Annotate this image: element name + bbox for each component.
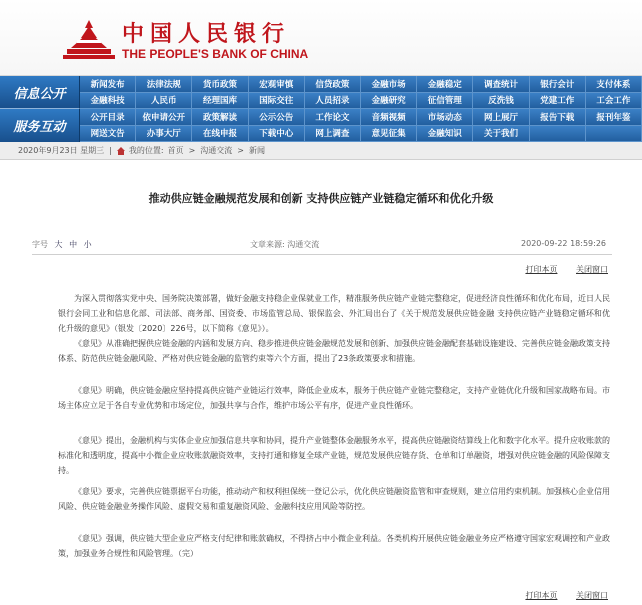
nav-item[interactable]: 公开目录 (80, 109, 136, 126)
article-title: 推动供应链金融规范发展和创新 支持供应链产业链稳定循环和优化升级 (148, 192, 494, 205)
breadcrumb-arrow: > (188, 146, 196, 155)
font-size-label: 字号 (32, 240, 48, 249)
nav-item[interactable]: 网上调查 (305, 126, 361, 143)
nav-item[interactable]: 党建工作 (530, 93, 586, 110)
article-source: 文章来源: 沟通交流 (250, 240, 320, 249)
nav-item[interactable]: 货币政策 (192, 76, 248, 93)
logo-english-name[interactable]: THE PEOPLE'S BANK OF CHINA (122, 47, 309, 61)
nav-item[interactable]: 工会工作 (586, 93, 642, 110)
nav-item[interactable]: 信贷政策 (305, 76, 361, 93)
nav-item[interactable]: 金融知识 (417, 126, 473, 143)
close-window-link[interactable]: 关闭窗口 (576, 591, 608, 600)
font-size-switcher (32, 239, 92, 250)
nav-item[interactable]: 关于我们 (473, 126, 529, 143)
site-header (0, 0, 642, 76)
article-content (0, 160, 642, 605)
nav-item[interactable]: 宏观审慎 (249, 76, 305, 93)
nav-item[interactable]: 金融科技 (80, 93, 136, 110)
article-paragraph: 为深入贯彻落实党中央、国务院决策部署，做好金融支持稳企业保就业工作，精准服务供应链产业链完整稳定，促进经济良性循环和优化布局，近日人民银行会同工业和信息化部、司法部、商务部、国资委、市场监管总局、银保监会、外汇局出台了《关于规范发展供应链金融 支持供应链产业链稳定循环和优化升级的意见》（银发〔2020〕226号，以下简称《意见》）。 (58, 294, 610, 333)
nav-item[interactable]: 人民币 (136, 93, 192, 110)
nav-item[interactable]: 政策解读 (192, 109, 248, 126)
nav-item[interactable]: 征信管理 (417, 93, 473, 110)
breadcrumb-arrow: > (237, 146, 244, 155)
nav-item[interactable]: 人员招录 (305, 93, 361, 110)
location-label: 我的位置: (128, 146, 164, 155)
nav-item[interactable]: 支付体系 (586, 76, 642, 93)
nav-item-empty (530, 126, 586, 143)
nav-item[interactable]: 意见征集 (361, 126, 417, 143)
nav-section-info-disclosure[interactable]: 信息公开 (0, 76, 80, 109)
logo-chinese-name[interactable]: 中国人民银行 (122, 21, 291, 47)
nav-item[interactable]: 金融市场 (361, 76, 417, 93)
print-page-link[interactable]: 打印本页 (525, 265, 558, 274)
nav-item[interactable]: 调查统计 (473, 76, 529, 93)
close-window-link[interactable]: 关闭窗口 (576, 265, 608, 274)
main-navigation (0, 76, 642, 142)
nav-item[interactable]: 工作论文 (305, 109, 361, 126)
nav-item[interactable]: 反洗钱 (473, 93, 529, 110)
nav-item-empty (586, 126, 642, 143)
nav-item[interactable]: 网上展厅 (473, 109, 529, 126)
font-size-large[interactable]: 大 (54, 240, 63, 249)
article-actions-top (509, 264, 608, 275)
breadcrumb-home[interactable]: 首页 (167, 146, 184, 155)
nav-item[interactable]: 国际交往 (249, 93, 305, 110)
nav-item[interactable]: 报刊年鉴 (586, 109, 642, 126)
nav-item[interactable]: 下载中心 (249, 126, 305, 143)
nav-item[interactable]: 金融研究 (361, 93, 417, 110)
article-paragraph: 《意见》强调，供应链大型企业应严格支付纪律和账款确权，不得挤占中小微企业利益。各类机构开展供应链金融业务应严格遵守国家宏观调控和产业政策，加强业务合规性和风险管理。（完） (58, 534, 610, 558)
nav-grid (80, 76, 642, 142)
nav-item[interactable]: 网送文告 (80, 126, 136, 143)
nav-item[interactable]: 报告下载 (530, 109, 586, 126)
article-actions-bottom (509, 590, 608, 601)
nav-item[interactable]: 金融稳定 (417, 76, 473, 93)
article-paragraph: 《意见》从准确把握供应链金融的内涵和发展方向、稳步推进供应链金融规范发展和创新、加强供应链金融配套基础设施建设、完善供应链金融政策支持体系、防范供应链金融风险、严格对供应链金融的监管约束等六个方面，提出了23条政策要求和措施。 (58, 339, 610, 363)
current-date: 2020年9月23日 星期三 (18, 146, 105, 155)
pboc-emblem-icon[interactable] (63, 18, 115, 60)
nav-item[interactable]: 在线申报 (192, 126, 248, 143)
breadcrumb-separator: | (109, 146, 112, 155)
article-paragraph: 《意见》明确，供应链金融应坚持提高供应链产业链运行效率，降低企业成本，服务于供应链产业链完整稳定，支持产业链优化升级和国家战略布局。市场主体应立足于各自专业优势和市场定位，加强共享与合作，维护市场公平有序，促进产业良性循环。 (58, 386, 610, 410)
article-datetime: 2020-09-22 18:59:26 (521, 239, 606, 248)
home-icon (117, 147, 125, 155)
article-paragraph: 《意见》要求，完善供应链票据平台功能，推动动产和权利担保统一登记公示，优化供应链融资监管和审查规则，建立信用约束机制。加强核心企业信用风险、供应链金融业务操作风险、虚假交易和重复融资风险、金融科技应用风险等防控。 (58, 487, 610, 511)
nav-item[interactable]: 办事大厅 (136, 126, 192, 143)
breadcrumb-communication[interactable]: 沟通交流 (200, 146, 233, 155)
article-paragraph: 《意见》提出，金融机构与实体企业应加强信息共享和协同，提升产业链整体金融服务水平，提高供应链融资结算线上化和数字化水平。提升应收账款的标准化和透明度，提高中小微企业应收账款融资效率，支持打通和修复全球产业链，规范发展供应链存货、仓单和订单融资，增强对供应链金融的风险保障支持。 (58, 436, 610, 475)
nav-item[interactable]: 新闻发布 (80, 76, 136, 93)
nav-item[interactable]: 市场动态 (417, 109, 473, 126)
font-size-medium[interactable]: 中 (69, 240, 78, 249)
nav-item[interactable]: 依申请公开 (136, 109, 192, 126)
nav-item[interactable]: 公示公告 (249, 109, 305, 126)
nav-item[interactable]: 音频视频 (361, 109, 417, 126)
print-page-link[interactable]: 打印本页 (525, 591, 558, 600)
nav-item[interactable]: 法律法规 (136, 76, 192, 93)
font-size-small[interactable]: 小 (83, 240, 92, 249)
breadcrumb-news[interactable]: 新闻 (248, 146, 265, 155)
article-meta (32, 233, 612, 255)
breadcrumb (0, 142, 642, 160)
nav-item[interactable]: 经理国库 (192, 93, 248, 110)
nav-section-service-interaction[interactable]: 服务互动 (0, 109, 80, 142)
nav-item[interactable]: 银行会计 (530, 76, 586, 93)
